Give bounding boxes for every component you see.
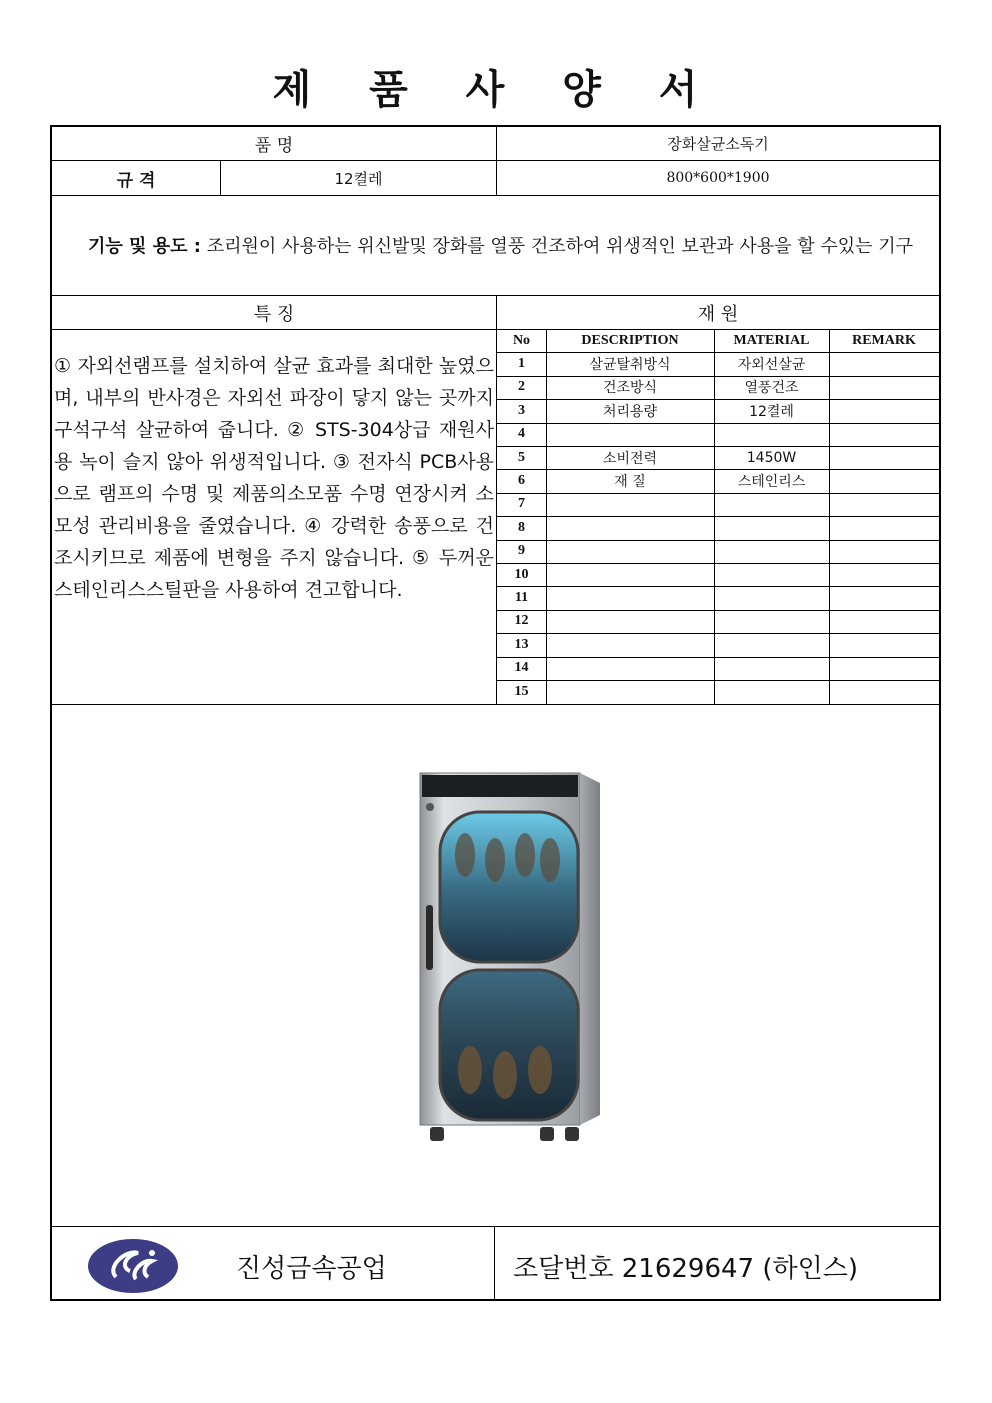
usage-line — [88, 232, 913, 258]
spec-value: 12켤레 — [334, 169, 383, 188]
table-cell — [546, 586, 714, 609]
table-cell — [829, 563, 939, 586]
table-cell — [829, 540, 939, 563]
table-cell: 살균탈취방식 — [589, 357, 671, 374]
table-cell — [714, 610, 829, 633]
rule — [50, 1226, 941, 1227]
table-header-cell: MATERIAL — [733, 332, 810, 348]
product-name-label: 품 명 — [254, 135, 294, 156]
table-cell — [546, 657, 714, 680]
table-cell — [546, 493, 714, 516]
table-cell — [829, 423, 939, 446]
features-text: ① 자외선램프를 설치하여 살균 효과를 최대한 높였으며, 내부의 반사경은 자외선 파장이 닿지 않는 곳까지 구석구석 살균하여 줍니다. ② STS-304상급 재원사용 녹이 슬지 않아 위생적입니다. ③ 전자식 PCB사용으로 램프의 수명 및 제품의소모품 수명 연장시켜 소모성 관리비용을 줄였습니다. ④ 강력한 송풍으로 건조시키므로 제품에 변형을 주지 않습니다. ⑤ 두꺼운 스테인리스스틸판을 사용하여 견고합니다. — [54, 355, 494, 601]
table-cell: 2 — [518, 379, 525, 395]
usage-text: 조리원이 사용하는 위신발및 장화를 열풍 건조하여 위생적인 보관과 사용을 할 수있는 기구 — [206, 236, 913, 257]
table-cell — [829, 493, 939, 516]
company-name: 진성금속공업 — [236, 1254, 387, 1284]
table-cell — [829, 610, 939, 633]
table-cell — [829, 376, 939, 399]
table-cell: 4 — [518, 426, 525, 442]
table-cell: 1450W — [746, 449, 797, 466]
table-cell: 재 질 — [614, 474, 646, 491]
table-cell — [829, 469, 939, 492]
table-cell — [829, 516, 939, 539]
table-cell — [829, 633, 939, 656]
table-header-cell: REMARK — [852, 332, 916, 348]
table-cell — [829, 446, 939, 469]
table-header-cell: DESCRIPTION — [581, 332, 679, 348]
table-cell — [829, 657, 939, 680]
table-cell — [714, 680, 829, 703]
table-cell — [546, 563, 714, 586]
table-cell — [546, 633, 714, 656]
table-header-cell: No — [512, 332, 531, 348]
spec-label: 규 격 — [116, 170, 156, 191]
table-cell: 5 — [518, 449, 525, 465]
table-cell: 건조방식 — [602, 380, 658, 397]
table-cell — [546, 423, 714, 446]
table-cell — [714, 563, 829, 586]
table-cell — [714, 657, 829, 680]
table-cell — [714, 493, 829, 516]
table-cell — [829, 586, 939, 609]
product-name-value: 장화살균소독기 — [667, 134, 769, 153]
table-cell — [714, 586, 829, 609]
table-cell: 12켤레 — [749, 403, 794, 420]
table-cell: 15 — [514, 683, 529, 699]
table-cell — [546, 680, 714, 703]
table-cell: 소비전력 — [602, 450, 658, 467]
table-cell: 13 — [514, 636, 529, 652]
table-cell — [714, 540, 829, 563]
table-cell — [546, 516, 714, 539]
rule — [50, 704, 941, 705]
table-cell: 자외선살균 — [737, 357, 806, 374]
table-cell: 10 — [514, 566, 529, 582]
table-cell — [714, 633, 829, 656]
procurement-number: 조달번호 21629647 (하인스) — [513, 1254, 858, 1284]
size-value: 800*600*1900 — [666, 170, 770, 186]
table-cell — [714, 516, 829, 539]
rule — [494, 1226, 495, 1301]
table-cell: 6 — [518, 473, 525, 489]
page-title: 제 품 사 양 서 — [272, 66, 720, 113]
table-cell: 7 — [518, 496, 525, 512]
usage-label: 기능 및 용도 : — [88, 236, 201, 257]
table-cell: 8 — [518, 519, 525, 535]
table-cell: 14 — [514, 660, 529, 676]
table-cell: 열풍건조 — [744, 380, 799, 397]
table-cell: 처리용량 — [602, 403, 658, 420]
specs-heading: 재 원 — [697, 303, 739, 325]
company-logo — [86, 1237, 180, 1295]
table-cell — [714, 423, 829, 446]
table-cell: 스테인리스 — [737, 474, 806, 491]
shoe-sterilizer-image — [410, 765, 610, 1150]
table-cell — [829, 680, 939, 703]
table-cell: 1 — [518, 356, 525, 372]
features-heading: 특 징 — [253, 303, 295, 325]
table-cell: 11 — [514, 590, 529, 606]
table-cell: 9 — [518, 543, 525, 559]
rule — [50, 195, 941, 196]
table-cell — [546, 610, 714, 633]
table-cell: 12 — [514, 613, 529, 629]
table-cell: 3 — [518, 402, 525, 418]
table-cell — [829, 399, 939, 422]
table-cell — [546, 540, 714, 563]
table-cell — [829, 352, 939, 375]
